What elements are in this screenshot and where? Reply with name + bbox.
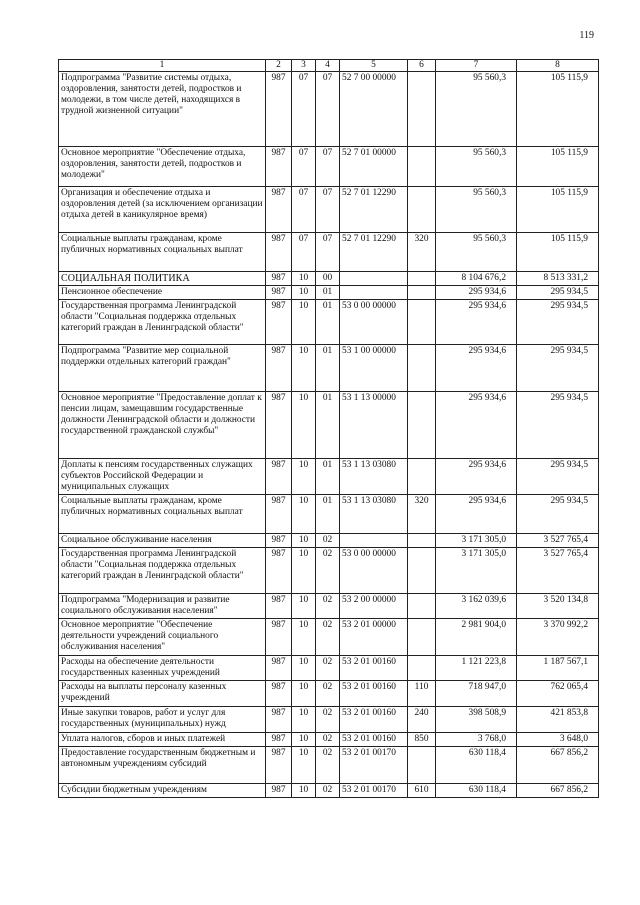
- row-value-cell: 02: [316, 594, 340, 619]
- table-row: [59, 147, 599, 187]
- row-value-cell: 10: [292, 594, 316, 619]
- row-value-cell: 718 947,0: [436, 681, 517, 707]
- row-value-cell: 01: [316, 392, 340, 459]
- row-value-cell: 421 853,8: [517, 707, 599, 733]
- row-value-cell: 10: [292, 272, 316, 286]
- table-row: [59, 534, 599, 548]
- row-value-cell: 987: [266, 681, 292, 707]
- row-value-cell: 10: [292, 345, 316, 392]
- table-row: [59, 233, 599, 272]
- row-value-cell: 2 981 904,0: [436, 619, 517, 656]
- row-value-cell: 3 648,0: [517, 733, 599, 747]
- row-value-cell: 987: [266, 300, 292, 345]
- row-value-cell: 105 115,9: [517, 187, 599, 233]
- row-value-cell: 105 115,9: [517, 72, 599, 147]
- row-value-cell: 01: [316, 459, 340, 495]
- row-value-cell: 320: [408, 233, 436, 272]
- row-value-cell: 02: [316, 619, 340, 656]
- row-value-cell: 3 527 765,4: [517, 534, 599, 548]
- row-value-cell: 07: [292, 233, 316, 272]
- row-value-cell: [408, 72, 436, 147]
- table-row: [59, 733, 599, 747]
- row-value-cell: 10: [292, 534, 316, 548]
- row-value-cell: 07: [316, 187, 340, 233]
- row-value-cell: 53 1 13 03080: [340, 495, 408, 534]
- row-value-cell: 105 115,9: [517, 147, 599, 187]
- row-value-cell: 3 768,0: [436, 733, 517, 747]
- row-value-cell: 02: [316, 707, 340, 733]
- row-name-cell: Иные закупки товаров, работ и услуг для государственных (муниципальных) нужд: [59, 707, 266, 733]
- row-value-cell: 07: [292, 72, 316, 147]
- row-value-cell: 01: [316, 345, 340, 392]
- row-value-cell: 07: [316, 72, 340, 147]
- row-value-cell: 8 104 676,2: [436, 272, 517, 286]
- row-value-cell: 07: [292, 147, 316, 187]
- row-value-cell: 10: [292, 392, 316, 459]
- row-name-cell: Организация и обеспечение отдыха и оздоровления детей (за исключением организации отдыха детей в каникулярное время): [59, 187, 266, 233]
- table-row: [59, 300, 599, 345]
- row-value-cell: 1 187 567,1: [517, 656, 599, 681]
- row-value-cell: 987: [266, 233, 292, 272]
- row-value-cell: [408, 392, 436, 459]
- header-cell: 2: [266, 60, 292, 72]
- row-value-cell: 987: [266, 594, 292, 619]
- row-value-cell: [340, 272, 408, 286]
- row-value-cell: 52 7 01 00000: [340, 147, 408, 187]
- row-value-cell: 295 934,5: [517, 300, 599, 345]
- row-value-cell: 850: [408, 733, 436, 747]
- row-value-cell: 987: [266, 345, 292, 392]
- row-value-cell: 987: [266, 459, 292, 495]
- row-name-cell: Социальное обслуживание населения: [59, 534, 266, 548]
- row-value-cell: 53 2 01 00160: [340, 733, 408, 747]
- row-value-cell: 295 934,5: [517, 459, 599, 495]
- row-value-cell: 667 856,2: [517, 747, 599, 784]
- row-value-cell: 07: [316, 233, 340, 272]
- row-name-cell: Основное мероприятие "Обеспечение деятельности учреждений социального обслуживания населения": [59, 619, 266, 656]
- row-value-cell: 105 115,9: [517, 233, 599, 272]
- row-value-cell: 295 934,6: [436, 345, 517, 392]
- row-name-cell: Социальные выплаты гражданам, кроме публичных нормативных социальных выплат: [59, 495, 266, 534]
- row-name-cell: Основное мероприятие "Обеспечение отдыха, оздоровления, занятости детей, подростков и молодежи": [59, 147, 266, 187]
- row-value-cell: 01: [316, 495, 340, 534]
- row-value-cell: 95 560,3: [436, 147, 517, 187]
- table-row: [59, 594, 599, 619]
- header-cell: 4: [316, 60, 340, 72]
- row-value-cell: [408, 300, 436, 345]
- row-value-cell: 02: [316, 681, 340, 707]
- table-row: [59, 72, 599, 147]
- table-row: [59, 681, 599, 707]
- row-value-cell: 10: [292, 548, 316, 594]
- row-value-cell: [408, 594, 436, 619]
- row-value-cell: 295 934,5: [517, 286, 599, 300]
- row-value-cell: 10: [292, 619, 316, 656]
- row-value-cell: 295 934,6: [436, 495, 517, 534]
- row-value-cell: 02: [316, 534, 340, 548]
- row-value-cell: 8 513 331,2: [517, 272, 599, 286]
- row-value-cell: 95 560,3: [436, 233, 517, 272]
- row-value-cell: 52 7 01 12290: [340, 233, 408, 272]
- row-value-cell: 987: [266, 392, 292, 459]
- row-value-cell: 610: [408, 784, 436, 798]
- row-value-cell: 3 370 992,2: [517, 619, 599, 656]
- row-name-cell: Социальные выплаты гражданам, кроме публичных нормативных социальных выплат: [59, 233, 266, 272]
- row-value-cell: [408, 147, 436, 187]
- row-value-cell: 3 171 305,0: [436, 534, 517, 548]
- row-name-cell: Уплата налогов, сборов и иных платежей: [59, 733, 266, 747]
- row-value-cell: 10: [292, 286, 316, 300]
- row-value-cell: 3 527 765,4: [517, 548, 599, 594]
- row-value-cell: 95 560,3: [436, 187, 517, 233]
- row-name-cell: Доплаты к пенсиям государственных служащих субъектов Российской Федерации и муниципальных служащих: [59, 459, 266, 495]
- row-value-cell: 295 934,6: [436, 459, 517, 495]
- row-value-cell: [340, 286, 408, 300]
- row-value-cell: 987: [266, 286, 292, 300]
- row-value-cell: 1 121 223,8: [436, 656, 517, 681]
- row-name-cell: Расходы на обеспечение деятельности государственных казенных учреждений: [59, 656, 266, 681]
- row-value-cell: 987: [266, 619, 292, 656]
- row-name-cell: Государственная программа Ленинградской области "Социальная поддержка отдельных категорий граждан в Ленинградской области": [59, 548, 266, 594]
- row-name-cell: Подпрограмма "Развитие мер социальной поддержки отдельных категорий граждан": [59, 345, 266, 392]
- table-row: [59, 459, 599, 495]
- row-value-cell: 53 2 01 00170: [340, 784, 408, 798]
- budget-table: [58, 59, 599, 798]
- row-value-cell: 110: [408, 681, 436, 707]
- header-cell: 1: [59, 60, 266, 72]
- row-value-cell: 987: [266, 272, 292, 286]
- header-cell: 5: [340, 60, 408, 72]
- row-value-cell: 10: [292, 300, 316, 345]
- row-value-cell: 53 2 01 00160: [340, 707, 408, 733]
- row-value-cell: 02: [316, 548, 340, 594]
- row-name-cell: СОЦИАЛЬНАЯ ПОЛИТИКА: [59, 272, 266, 286]
- row-value-cell: 07: [292, 187, 316, 233]
- row-value-cell: [408, 534, 436, 548]
- row-value-cell: 52 7 01 12290: [340, 187, 408, 233]
- row-value-cell: 01: [316, 300, 340, 345]
- row-value-cell: 295 934,6: [436, 392, 517, 459]
- header-cell: 3: [292, 60, 316, 72]
- row-value-cell: 53 2 00 00000: [340, 594, 408, 619]
- row-value-cell: 630 118,4: [436, 784, 517, 798]
- row-value-cell: 398 508,9: [436, 707, 517, 733]
- row-value-cell: 53 2 01 00160: [340, 656, 408, 681]
- table-row: [59, 286, 599, 300]
- row-value-cell: [408, 656, 436, 681]
- row-value-cell: 3 162 039,6: [436, 594, 517, 619]
- row-name-cell: Субсидии бюджетным учреждениям: [59, 784, 266, 798]
- row-value-cell: 987: [266, 72, 292, 147]
- row-value-cell: 320: [408, 495, 436, 534]
- header-cell: 6: [408, 60, 436, 72]
- row-value-cell: 10: [292, 784, 316, 798]
- row-value-cell: 3 520 134,8: [517, 594, 599, 619]
- row-value-cell: 987: [266, 495, 292, 534]
- row-value-cell: 295 934,5: [517, 392, 599, 459]
- row-value-cell: 02: [316, 747, 340, 784]
- row-name-cell: Подпрограмма "Модернизация и развитие социального обслуживания населения": [59, 594, 266, 619]
- table-row: [59, 345, 599, 392]
- row-value-cell: 987: [266, 534, 292, 548]
- row-value-cell: 987: [266, 187, 292, 233]
- table-row: [59, 656, 599, 681]
- row-value-cell: 95 560,3: [436, 72, 517, 147]
- row-value-cell: 630 118,4: [436, 747, 517, 784]
- row-value-cell: [408, 459, 436, 495]
- row-value-cell: 02: [316, 656, 340, 681]
- table-row: [59, 272, 599, 286]
- page-number: 119: [579, 30, 594, 41]
- row-value-cell: 987: [266, 548, 292, 594]
- row-value-cell: 10: [292, 747, 316, 784]
- row-value-cell: [408, 286, 436, 300]
- table-row: [59, 619, 599, 656]
- table-row: [59, 784, 599, 798]
- table-row: [59, 707, 599, 733]
- row-value-cell: 53 2 01 00000: [340, 619, 408, 656]
- row-name-cell: Пенсионное обеспечение: [59, 286, 266, 300]
- table-row: [59, 392, 599, 459]
- row-name-cell: Предоставление государственным бюджетным и автономным учреждениям субсидий: [59, 747, 266, 784]
- header-cell: 7: [436, 60, 517, 72]
- row-value-cell: 987: [266, 733, 292, 747]
- row-value-cell: 10: [292, 681, 316, 707]
- row-value-cell: 295 934,6: [436, 286, 517, 300]
- row-name-cell: Государственная программа Ленинградской области "Социальная поддержка отдельных категорий граждан в Ленинградской области": [59, 300, 266, 345]
- row-value-cell: 53 2 01 00160: [340, 681, 408, 707]
- row-value-cell: 10: [292, 495, 316, 534]
- row-value-cell: 987: [266, 747, 292, 784]
- row-name-cell: Основное мероприятие "Предоставление доплат к пенсии лицам, замещавшим государственные должности Ленинградской области и должности государственной гражданской службы": [59, 392, 266, 459]
- table-row: [59, 187, 599, 233]
- table-row: [59, 495, 599, 534]
- row-value-cell: 295 934,5: [517, 495, 599, 534]
- table-row: [59, 747, 599, 784]
- row-value-cell: 00: [316, 272, 340, 286]
- header-cell: 8: [517, 60, 599, 72]
- row-value-cell: 53 0 00 00000: [340, 300, 408, 345]
- row-value-cell: [408, 187, 436, 233]
- row-name-cell: Подпрограмма "Развитие системы отдыха, оздоровления, занятости детей, подростков и молодежи, в том числе детей, находящихся в трудной жизненной ситуации": [59, 72, 266, 147]
- row-value-cell: 10: [292, 733, 316, 747]
- row-value-cell: 295 934,6: [436, 300, 517, 345]
- row-value-cell: [408, 747, 436, 784]
- row-value-cell: 02: [316, 733, 340, 747]
- row-value-cell: 53 0 00 00000: [340, 548, 408, 594]
- row-value-cell: [408, 619, 436, 656]
- table-row: [59, 548, 599, 594]
- row-value-cell: 53 1 00 00000: [340, 345, 408, 392]
- row-value-cell: 07: [316, 147, 340, 187]
- row-value-cell: 10: [292, 707, 316, 733]
- table-header-row: [59, 60, 599, 72]
- row-value-cell: 53 2 01 00170: [340, 747, 408, 784]
- row-value-cell: 10: [292, 656, 316, 681]
- row-value-cell: 987: [266, 147, 292, 187]
- row-value-cell: 3 171 305,0: [436, 548, 517, 594]
- row-value-cell: [340, 534, 408, 548]
- row-value-cell: 240: [408, 707, 436, 733]
- row-value-cell: [408, 345, 436, 392]
- row-value-cell: 53 1 13 00000: [340, 392, 408, 459]
- row-value-cell: 01: [316, 286, 340, 300]
- row-value-cell: 52 7 00 00000: [340, 72, 408, 147]
- row-value-cell: 762 065,4: [517, 681, 599, 707]
- row-value-cell: 987: [266, 784, 292, 798]
- row-name-cell: Расходы на выплаты персоналу казенных учреждений: [59, 681, 266, 707]
- row-value-cell: [408, 548, 436, 594]
- row-value-cell: 53 1 13 03080: [340, 459, 408, 495]
- row-value-cell: 667 856,2: [517, 784, 599, 798]
- row-value-cell: 02: [316, 784, 340, 798]
- row-value-cell: 987: [266, 707, 292, 733]
- row-value-cell: [408, 272, 436, 286]
- row-value-cell: 987: [266, 656, 292, 681]
- row-value-cell: 10: [292, 459, 316, 495]
- row-value-cell: 295 934,5: [517, 345, 599, 392]
